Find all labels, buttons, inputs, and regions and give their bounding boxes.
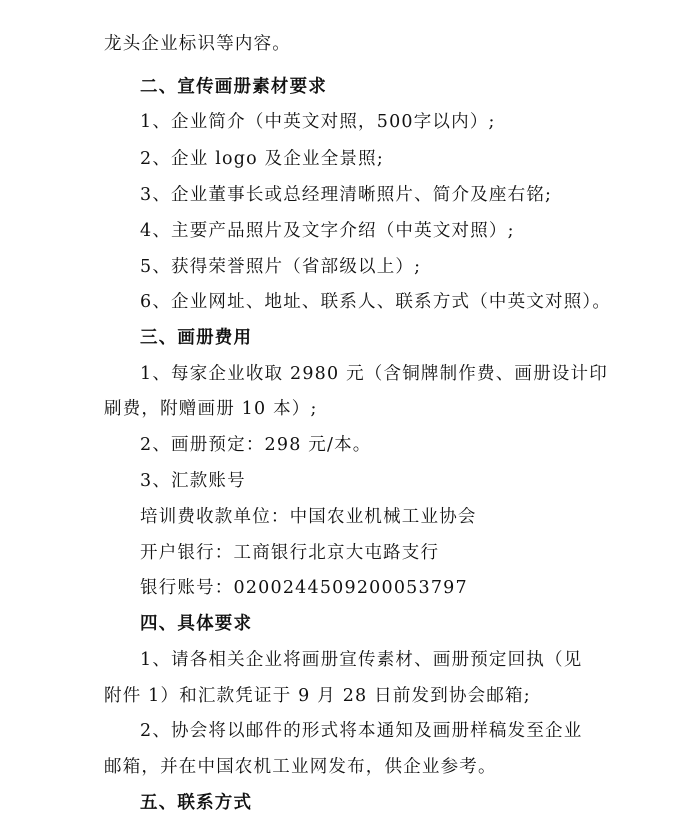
- paragraph-continuation: 龙头企业标识等内容。: [104, 34, 291, 54]
- list-item-continuation: 刷费，附赠画册 10 本）;: [104, 399, 318, 419]
- account-line: 银行账号：0200244509200053797: [140, 578, 468, 598]
- list-item: 5、获得荣誉照片（省部级以上）;: [140, 257, 422, 277]
- list-item: 1、请各相关企业将画册宣传素材、画册预定回执（见: [140, 650, 583, 670]
- section-heading-3: 三、画册费用: [140, 328, 253, 348]
- list-item-continuation: 邮箱，并在中国农机工业网发布，供企业参考。: [104, 757, 497, 777]
- list-item: 4、主要产品照片及文字介绍（中英文对照）;: [140, 221, 515, 241]
- section-heading-2: 二、宣传画册素材要求: [140, 77, 327, 97]
- list-item-continuation: 附件 1）和汇款凭证于 9 月 28 日前发到协会邮箱;: [104, 686, 531, 706]
- list-item: 6、企业网址、地址、联系人、联系方式（中英文对照）。: [140, 292, 612, 312]
- list-item: 3、企业董事长或总经理清晰照片、简介及座右铭;: [140, 185, 553, 205]
- payee-line: 培训费收款单位：中国农业机械工业协会: [140, 507, 477, 527]
- bank-line: 开户银行：工商银行北京大屯路支行: [140, 543, 440, 563]
- list-item: 2、企业 logo 及企业全景照;: [140, 149, 384, 169]
- section-heading-4: 四、具体要求: [140, 614, 253, 634]
- list-item: 2、画册预定：298 元/本。: [140, 435, 372, 455]
- section-heading-5: 五、联系方式: [140, 793, 253, 813]
- list-item: 1、企业简介（中英文对照，500字以内）;: [140, 112, 496, 132]
- list-item: 3、汇款账号: [140, 471, 246, 491]
- list-item: 2、协会将以邮件的形式将本通知及画册样稿发至企业: [140, 721, 583, 741]
- list-item: 1、每家企业收取 2980 元（含铜牌制作费、画册设计印: [140, 364, 608, 384]
